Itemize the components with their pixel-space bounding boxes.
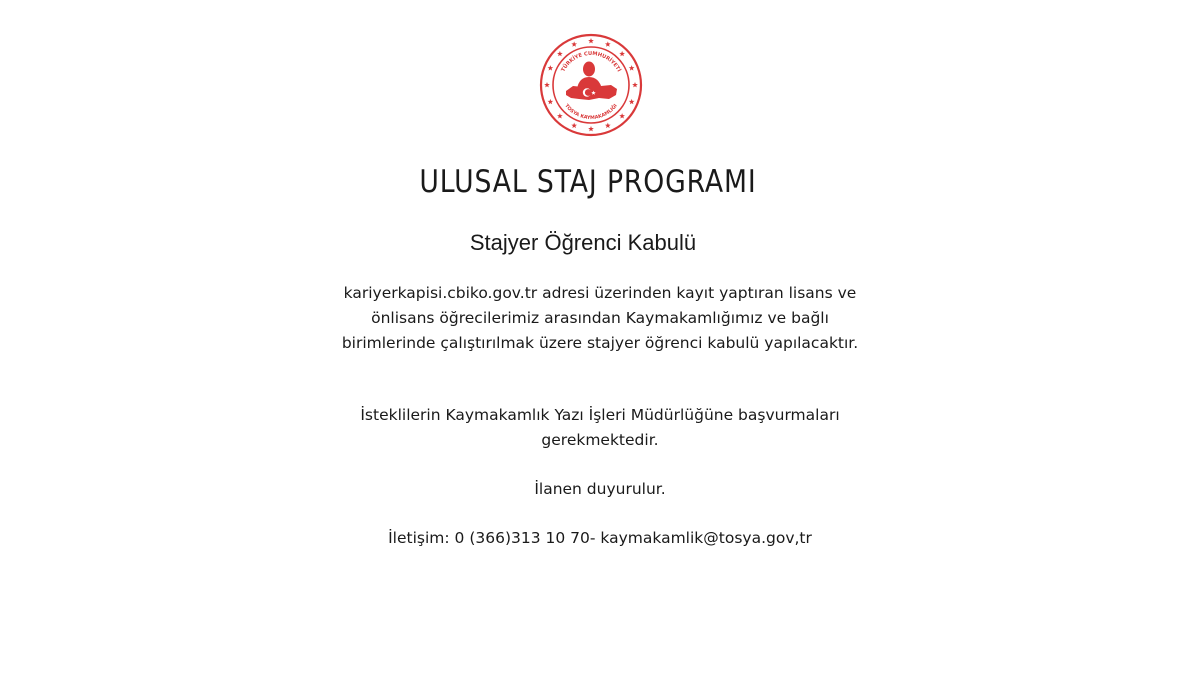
page-title: ULUSAL STAJ PROGRAMI: [419, 164, 757, 200]
tosya-kaymakamligi-seal: [539, 33, 643, 137]
bust-icon: [577, 62, 602, 90]
contact-info: İletişim: 0 (366)313 10 70- kaymakamlik@tosya.gov,tr: [388, 529, 812, 547]
seal-star-icon: [632, 82, 638, 87]
application-instruction: İsteklilerin Kaymakamlık Yazı İşleri Müdürlüğüne başvurmaları gerekmektedir.: [360, 406, 840, 449]
seal-star-icon: [571, 123, 577, 128]
seal-star-icon: [629, 65, 635, 70]
seal-star-icon: [619, 113, 625, 118]
seal-star-icon: [548, 65, 554, 70]
seal-star-icon: [605, 41, 611, 46]
seal-star-icon: [557, 51, 563, 56]
seal-bottom-text: TOSYA KAYMAKAMLIĞI: [563, 103, 619, 122]
seal-top-text: TÜRKİYE CUMHURİYETİ: [560, 50, 622, 74]
page-subtitle: Stajyer Öğrenci Kabulü: [469, 230, 697, 255]
closing-note: İlanen duyurulur.: [534, 480, 666, 498]
seal-star-icon: [619, 51, 625, 56]
seal-star-icon: [588, 38, 594, 43]
seal-star-icon: [557, 113, 563, 118]
seal-star-icon: [548, 99, 554, 104]
announcement-paragraph: kariyerkapisi.cbiko.gov.tr adresi üzerinden kayıt yaptıran lisans ve önlisans öğrecilerimiz arasından Kaymakamlığımız ve bağlı birimlerinde çalıştırılmak üzere stajyer öğrenci kabulü yapılacaktır.: [341, 284, 859, 352]
turkey-map-icon: [566, 85, 617, 100]
seal-star-icon: [544, 82, 550, 87]
seal-star-icon: [588, 126, 594, 131]
seal-star-icon: [629, 99, 635, 104]
seal-star-icon: [571, 41, 577, 46]
seal-star-icon: [605, 123, 611, 128]
